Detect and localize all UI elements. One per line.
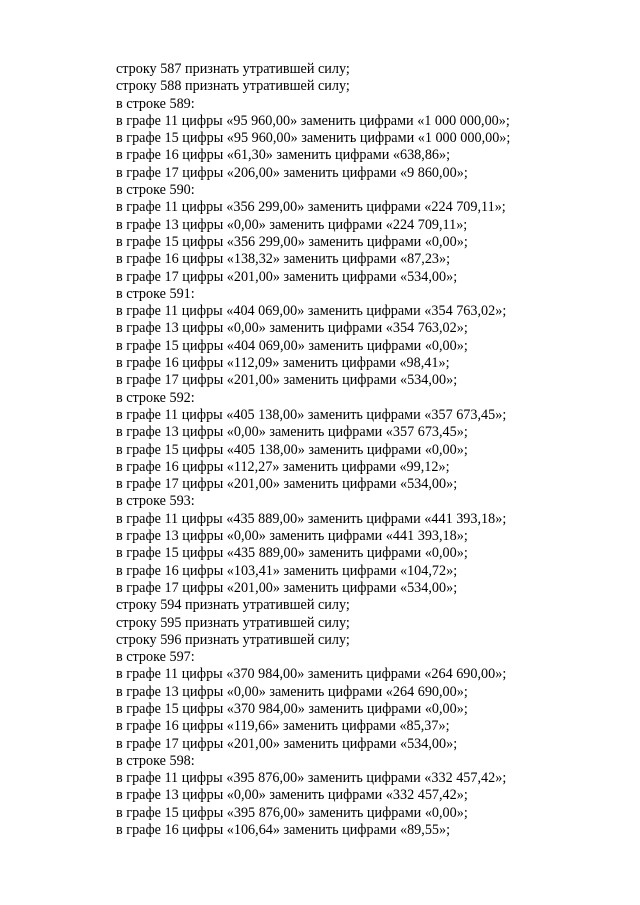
text-line: строку 595 признать утратившей силу;: [116, 614, 350, 631]
text-line: в графе 16 цифры «106,64» заменить цифрами «89,55»;: [116, 822, 451, 839]
text-line: в графе 11 цифры «435 889,00» заменить цифрами «441 393,18»;: [116, 510, 507, 527]
text-line: в строке 590:: [116, 182, 195, 199]
text-line: в графе 17 цифры «201,00» заменить цифрами «534,00»;: [116, 476, 458, 493]
text-line: в графе 16 цифры «119,66» заменить цифрами «85,37»;: [116, 718, 450, 735]
text-line: в строке 598:: [116, 752, 195, 769]
text-line: в графе 13 цифры «0,00» заменить цифрами «357 673,45»;: [116, 424, 468, 441]
text-line: в графе 16 цифры «138,32» заменить цифрами «87,23»;: [116, 251, 451, 268]
text-line: в графе 15 цифры «395 876,00» заменить цифрами «0,00»;: [116, 804, 468, 821]
text-line: в графе 11 цифры «370 984,00» заменить цифрами «264 690,00»;: [116, 666, 507, 683]
text-line: строку 596 признать утратившей силу;: [116, 631, 350, 648]
text-line: в графе 15 цифры «404 069,00» заменить цифрами «0,00»;: [116, 337, 468, 354]
text-line: в графе 17 цифры «201,00» заменить цифрами «534,00»;: [116, 579, 458, 596]
text-line: в графе 17 цифры «201,00» заменить цифрами «534,00»;: [116, 372, 458, 389]
text-line: в графе 16 цифры «61,30» заменить цифрами «638,86»;: [116, 147, 451, 164]
text-line: в графе 11 цифры «404 069,00» заменить цифрами «354 763,02»;: [116, 303, 507, 320]
text-line: строку 588 признать утратившей силу;: [116, 78, 350, 95]
text-line: в графе 13 цифры «0,00» заменить цифрами «224 709,11»;: [116, 216, 468, 233]
text-line: в графе 15 цифры «370 984,00» заменить цифрами «0,00»;: [116, 700, 468, 717]
text-line: в графе 16 цифры «112,09» заменить цифрами «98,41»;: [116, 355, 450, 372]
text-line: строку 587 признать утратившей силу;: [116, 61, 350, 77]
text-line: в графе 17 цифры «201,00» заменить цифрами «534,00»;: [116, 735, 458, 752]
text-line: в графе 13 цифры «0,00» заменить цифрами «332 457,42»;: [116, 787, 468, 804]
text-line: в строке 593:: [116, 493, 195, 510]
text-line: в графе 16 цифры «103,41» заменить цифрами «104,72»;: [116, 562, 458, 579]
text-line: в графе 11 цифры «95 960,00» заменить цифрами «1 000 000,00»;: [116, 112, 510, 129]
text-line: в графе 15 цифры «435 889,00» заменить цифрами «0,00»;: [116, 545, 468, 562]
text-line: в строке 589:: [116, 95, 195, 112]
text-line: в графе 15 цифры «95 960,00» заменить цифрами «1 000 000,00»;: [116, 130, 511, 147]
amendment-text: [116, 61, 616, 839]
text-line: в графе 11 цифры «395 876,00» заменить цифрами «332 457,42»;: [116, 770, 507, 787]
text-line: строку 594 признать утратившей силу;: [116, 597, 350, 614]
text-line: в строке 592:: [116, 389, 195, 406]
text-line: в графе 17 цифры «201,00» заменить цифрами «534,00»;: [116, 268, 458, 285]
text-line: в графе 16 цифры «112,27» заменить цифрами «99,12»;: [116, 458, 450, 475]
text-line: в графе 15 цифры «356 299,00» заменить цифрами «0,00»;: [116, 233, 468, 250]
text-line: в графе 11 цифры «405 138,00» заменить цифрами «357 673,45»;: [116, 406, 507, 423]
text-line: в графе 11 цифры «356 299,00» заменить цифрами «224 709,11»;: [116, 199, 506, 216]
text-line: в графе 15 цифры «405 138,00» заменить цифрами «0,00»;: [116, 441, 468, 458]
text-line: в строке 597:: [116, 649, 195, 666]
text-line: в графе 13 цифры «0,00» заменить цифрами «264 690,00»;: [116, 683, 468, 700]
text-line: в графе 17 цифры «206,00» заменить цифрами «9 860,00»;: [116, 164, 468, 181]
text-line: в графе 13 цифры «0,00» заменить цифрами «441 393,18»;: [116, 528, 468, 545]
text-line: в строке 591:: [116, 285, 195, 302]
text-line: в графе 13 цифры «0,00» заменить цифрами «354 763,02»;: [116, 320, 468, 337]
